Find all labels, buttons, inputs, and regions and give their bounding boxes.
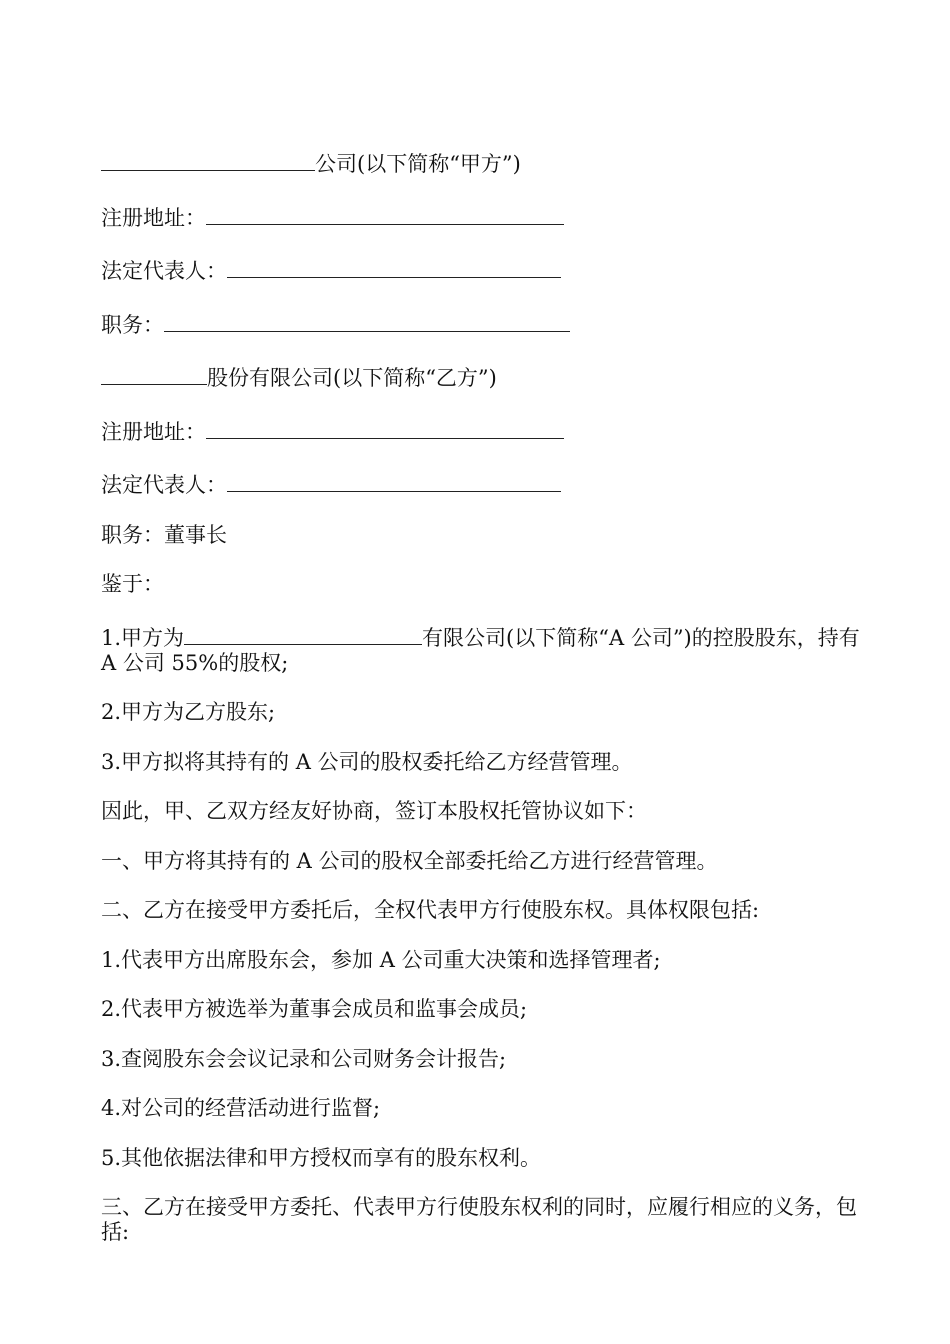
party-b-title-label: 职务： xyxy=(101,522,164,547)
party-b-heading xyxy=(101,362,861,391)
party-a-rep-label: 法定代表人： xyxy=(101,259,227,283)
party-a-address-label: 注册地址： xyxy=(101,205,206,230)
recital-item-1 xyxy=(101,622,861,676)
clause-2-item: 1.代表甲方出席股东会，参加 A 公司重大决策和选择管理者; xyxy=(101,947,661,972)
clause-2-item: 4.对公司的经营活动进行监督; xyxy=(101,1096,381,1120)
party-b-rep-line xyxy=(101,469,861,498)
agreement-document xyxy=(101,148,861,1270)
party-a-heading xyxy=(101,148,861,177)
company-a-name-blank[interactable] xyxy=(184,622,422,645)
party-b-rep-label: 法定代表人： xyxy=(101,473,227,497)
party-b-address-blank[interactable] xyxy=(206,416,564,439)
party-a-address-blank[interactable] xyxy=(206,202,564,225)
party-a-address-line xyxy=(101,202,861,231)
party-a-rep-line xyxy=(101,255,861,284)
clause-2-item: 5.其他依据法律和甲方授权而享有的股东权利。 xyxy=(101,1145,542,1170)
clause-2-item: 3.查阅股东会会议记录和公司财务会计报告; xyxy=(101,1046,507,1071)
recitals-intro: 鉴于： xyxy=(101,572,164,596)
clause-3: 三、乙方在接受甲方委托、代表甲方行使股东权利的同时，应履行相应的义务，包括: xyxy=(101,1195,857,1244)
recital-item-3: 3.甲方拟将其持有的 A 公司的股权委托给乙方经营管理。 xyxy=(101,749,633,774)
clause-2: 二、乙方在接受甲方委托后，全权代表甲方行使股东权。具体权限包括: xyxy=(101,898,760,922)
party-a-title-label: 职务： xyxy=(101,312,164,337)
recital-item-1-prefix: 1.甲方为 xyxy=(101,625,185,650)
party-b-rep-blank[interactable] xyxy=(227,469,561,492)
clause-2-item: 2.代表甲方被选举为董事会成员和监事会成员; xyxy=(101,997,528,1021)
recital-item-1-suffix: 有限公司(以下简称“A 公司”)的控股股东，持有 A 公司 55%的股权; xyxy=(101,625,860,675)
party-b-title-line xyxy=(101,523,861,548)
party-a-title-line xyxy=(101,309,861,338)
party-b-name-blank[interactable] xyxy=(101,362,207,385)
recital-item-2: 2.甲方为乙方股东; xyxy=(101,700,276,724)
party-a-title-blank[interactable] xyxy=(164,309,570,332)
party-b-address-label: 注册地址： xyxy=(101,419,206,444)
recitals-conclusion: 因此，甲、乙双方经友好协商，签订本股权托管协议如下： xyxy=(101,799,647,823)
party-a-heading-text: 公司(以下简称“甲方”) xyxy=(315,152,521,176)
party-b-address-line xyxy=(101,416,861,445)
clause-1: 一、甲方将其持有的 A 公司的股权全部委托给乙方进行经营管理。 xyxy=(101,848,718,873)
party-b-heading-text: 股份有限公司(以下简称“乙方”) xyxy=(207,366,497,390)
party-a-rep-blank[interactable] xyxy=(227,255,561,278)
party-a-name-blank[interactable] xyxy=(101,148,315,171)
party-b-title-value: 董事长 xyxy=(164,522,227,547)
